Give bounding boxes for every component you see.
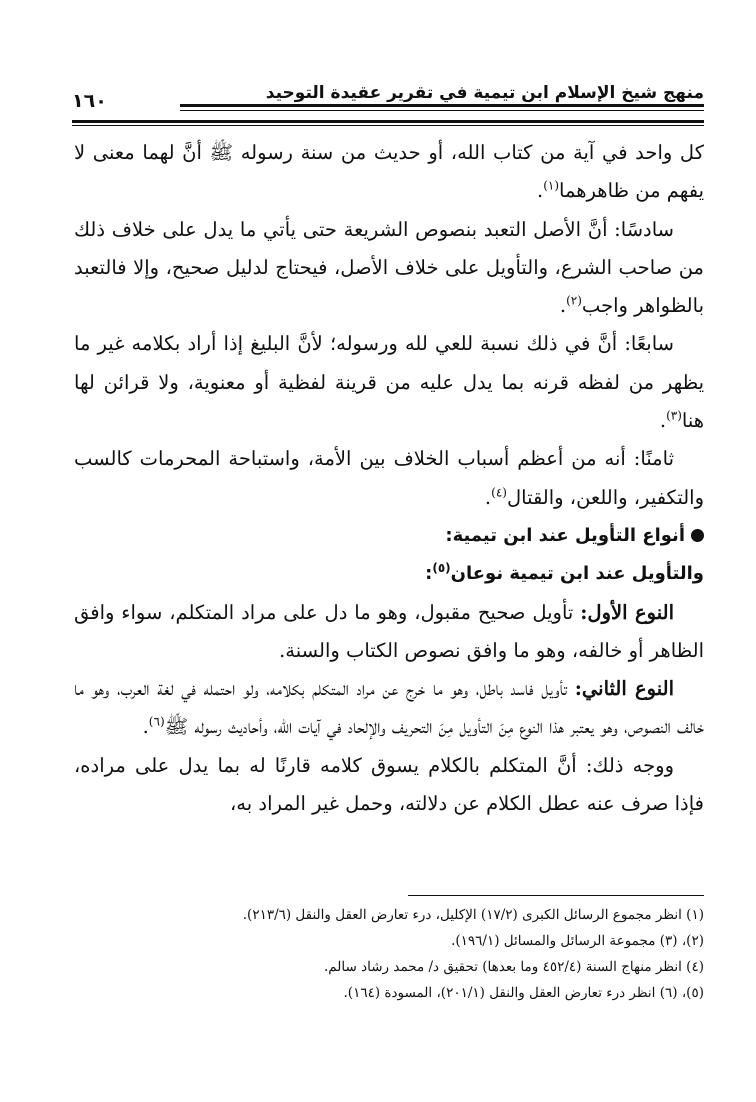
bullet-icon: [691, 529, 704, 542]
footnote-ref-3: (٣): [666, 408, 682, 423]
paragraph-eighth: ثامنًا: أنه من أعظم أسباب الخلاف بين الأمة، واستباحة المحرمات كالسب والتكفير، واللعن، والقتال$^{(٤)}$.: [74, 447, 704, 509]
footnote-4: (٤) انظر منهاج السنة (٤٥٢/٤ وما بعدها) تحقيق د/ محمد رشاد سالم.: [324, 959, 704, 975]
paragraph-continuation: كل واحد في آية من كتاب الله، أو حديث من سنة رسوله ﷺ أنَّ لهما معنى لا يفهم من ظاهرهما$^{(١)}$.: [74, 141, 704, 203]
type-one-label: النوع الأول:: [580, 600, 674, 624]
footnote-separator: [408, 895, 704, 896]
footnote-ref-5: (٥): [432, 561, 451, 576]
paragraph-reasoning: ووجه ذلك: أنَّ المتكلم بالكلام يسوق كلامه قارنًا له بما يدل على مراده، فإذا صرف عنه عطل الكلام عن دلالته، وحمل غير المراد به،: [74, 753, 704, 816]
page-header: [72, 80, 704, 126]
paragraph-type-two: النوع الثاني: تأويل فاسد باطل، وهو ما خرج عن مراد المتكلم بكلامه، ولو احتمله في لغة العرب، وهو ما خالف النصوص، وهو يعتبر هذا النوع مِنَ التأويل مِنَ التحريف والإلحاد في آيات الله، وأحاديث رسوله ﷺ$^{(٦)}$.: [74, 677, 704, 739]
paragraph-sixth: سادسًا: أنَّ الأصل التعبد بنصوص الشريعة حتى يأتي ما يدل على خلاف ذلك من صاحب الشرع، والتأويل على خلاف الأصل، فيحتاج لدليل صحيح، وإلا فالتعبد بالظواهر واجب$^{(٢)}$.: [74, 217, 704, 318]
header-rule-full-thin: [72, 125, 704, 126]
footnote-ref-4: (٤): [491, 485, 507, 500]
footnotes: [74, 902, 704, 1006]
type-two-label: النوع الثاني:: [574, 677, 674, 701]
header-rule-right-thick: [180, 104, 704, 107]
running-title: منهج شيخ الإسلام ابن تيمية في تقرير عقيدة التوحيد: [265, 83, 704, 103]
header-rule-full-thick: [72, 120, 704, 123]
section-heading: أنواع التأويل عند ابن تيمية:: [74, 517, 704, 555]
footnote-ref-6: (٦): [148, 714, 165, 729]
footnote-1: (١) انظر مجموع الرسائل الكبرى (١٧/٢) الإكليل، درء تعارض العقل والنقل (٢١٣/٦).: [242, 907, 704, 923]
footnote-ref-2: (٢): [566, 293, 582, 308]
footnote-ref-1: (١): [543, 178, 560, 193]
header-rule-right-thin: [180, 110, 704, 111]
footnote-5-6: (٥)، (٦) انظر درء تعارض العقل والنقل (٢٠١/١)، المسودة (١٦٤).: [343, 985, 704, 1001]
paragraph-seventh: سابعًا: أنَّ في ذلك نسبة للعي لله ورسوله؛ لأنَّ البليغ إذا أراد بكلامه غير ما يظهر من لفظه قرنه بما يدل عليه من قرينة لفظية أو معنوية، ولا قرائن لها هنا$^{(٣)}$.: [74, 332, 704, 433]
page-number: ١٦٠: [72, 90, 107, 112]
footnote-2-3: (٢)، (٣) مجموعة الرسائل والمسائل (١٩٦/١).: [451, 933, 704, 949]
section-subheading: والتأويل عند ابن تيمية نوعان$^{(٥)}$:: [425, 561, 704, 585]
main-text: [74, 134, 704, 823]
paragraph-type-one: النوع الأول: تأويل صحيح مقبول، وهو ما دل على مراد المتكلم، سواء وافق الظاهر أو خالفه، وهو ما وافق نصوص الكتاب والسنة.: [74, 600, 704, 662]
